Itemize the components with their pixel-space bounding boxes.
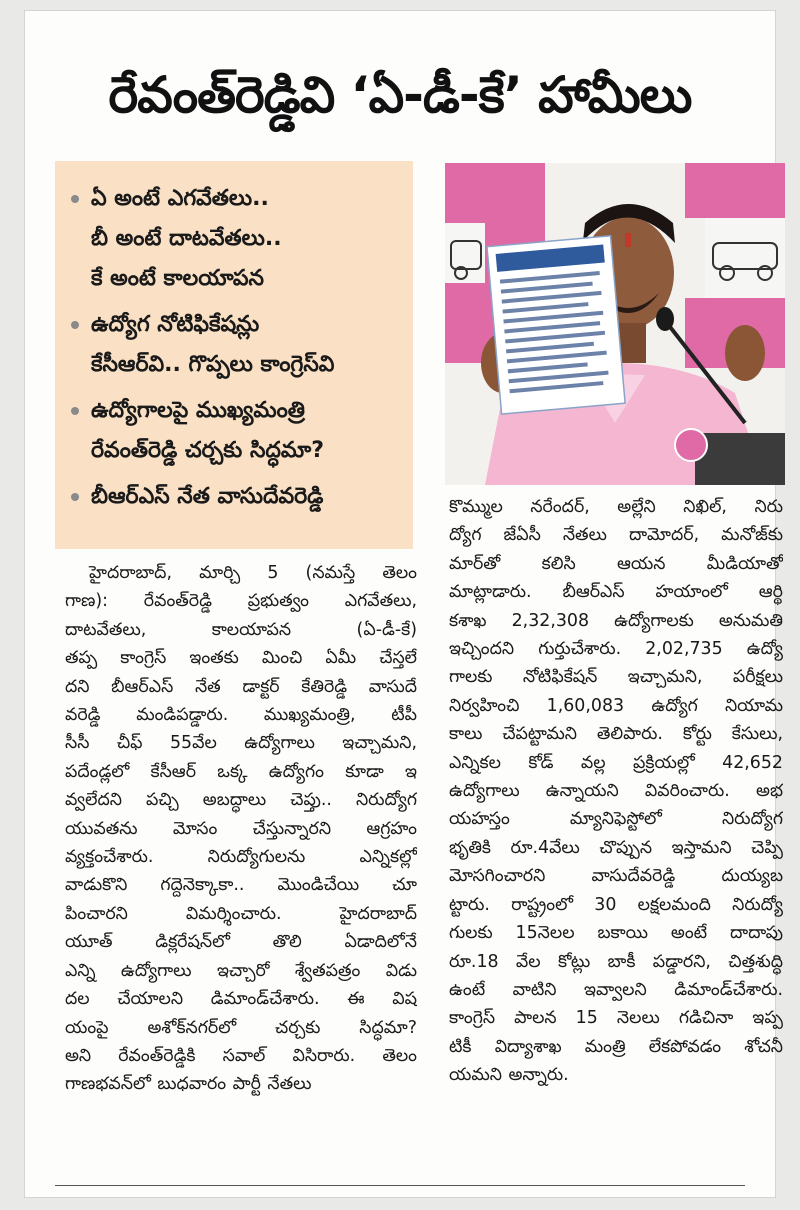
- highlight-line: రేవంత్‌రెడ్డి చర్చకు సిద్ధమా?: [91, 438, 325, 463]
- article-line: వరెడ్డి మండిపడ్డారు. ముఖ్యమంత్రి, టీపీ: [65, 705, 417, 726]
- highlight-item: [69, 477, 405, 517]
- article-line: టికీ విద్యాశాఖ మంత్రి లేకపోవడం శోచనీ: [449, 1036, 783, 1057]
- article-line: రూ.18 వేల కోట్లు బాకీ పడ్డారని, చిత్తశుద్ధి: [449, 951, 783, 972]
- highlights-box: [55, 161, 413, 549]
- article-line: కశాఖ 2,32,308 ఉద్యోగాలకు అనుమతి: [449, 610, 783, 631]
- article-line: ఎన్ని ఉద్యోగాలు ఇచ్చారో శ్వేతపత్రం విడు: [65, 960, 417, 981]
- highlight-item: [69, 305, 405, 385]
- article-column-1: [65, 559, 417, 1099]
- article-line: హైదరాబాద్‌, మార్చి 5 (నమస్తే తెలం: [89, 563, 417, 583]
- highlight-line: బీఆర్‌ఎస్‌ నేత వాసుదేవరెడ్డి: [91, 484, 324, 509]
- headline: రేవంత్‌రెడ్డివి ‘ఏ-డీ-కే’ హామీలు: [108, 66, 692, 124]
- article-line: ద్యోగ జేఏసీ నేతలు దామోదర్‌, మనోజ్‌కు: [449, 525, 783, 546]
- article-line: ఉంటే వాటిని ఇవ్వాలని డిమాండ్‌చేశారు.: [449, 979, 783, 1000]
- article-line: భృతికి రూ.4వేలు చొప్పున ఇస్తామని చెప్పి: [449, 837, 783, 858]
- bullet-icon: [71, 493, 79, 501]
- bullet-icon: [71, 321, 79, 329]
- article-line: యువతను మోసం చేస్తున్నారని ఆగ్రహం: [65, 818, 417, 839]
- article-line: మాట్లాడారు. బీఆర్‌ఎస్‌ హయాంలో ఆర్థి: [449, 582, 783, 603]
- article-line: తప్ప కాంగ్రెస్‌ ఇంతకు మించి ఏమీ చేస్తలే: [65, 648, 417, 669]
- bottom-rule: [55, 1185, 745, 1186]
- article-line: దల చేయాలని డిమాండ్‌చేశారు. ఈ విష: [65, 989, 417, 1010]
- article-line: కొమ్ముల నరేందర్‌, అల్లేని నిఖిల్‌, నిరు: [449, 497, 783, 517]
- article-line: మార్‌తో కలిసి ఆయన మీడియాతో: [449, 553, 783, 574]
- highlight-item: [69, 391, 405, 471]
- highlight-item: [69, 179, 405, 299]
- article-line: కాలు చేపట్టామని తెలిపారు. కోర్టు కేసులు,: [449, 724, 783, 745]
- highlight-line: బీ అంటే దాటవేతలు..: [91, 226, 282, 251]
- article-line: దాటవేతలు, కాలయాపన (ఏ-డీ-కే): [65, 619, 417, 640]
- highlight-line: ఉద్యోగాలపై ముఖ్యమంత్రి: [91, 398, 305, 423]
- article-line: యహస్తం మ్యానిఫెస్టోలో నిరుద్యోగ: [449, 809, 783, 830]
- bullet-icon: [71, 195, 79, 203]
- article-line: గాలకు నోటిఫికేషన్‌ ఇచ్చామని, పరీక్షలు: [449, 667, 783, 688]
- article-line: యంపై అశోక్‌నగర్‌లో చర్చకు సిద్ధమా?: [65, 1017, 417, 1038]
- article-line: దని బీఆర్‌ఎస్‌ నేత డాక్టర్‌ కేతిరెడ్డి వాసుదే: [65, 676, 417, 697]
- article-line: కాంగ్రెస్‌ పాలన 15 నెలలు గడిచినా ఇప్ప: [449, 1008, 783, 1029]
- highlight-line: కే అంటే కాలయాపన: [91, 266, 264, 291]
- article-line: యూత్‌ డిక్లరేషన్‌లో తొలి ఏడాదిలోనే: [65, 932, 417, 953]
- newspaper-clipping: [24, 10, 783, 1198]
- article-line: వాడుకొని గద్దెనెక్కాకా.. మొండిచేయి చూ: [65, 875, 417, 896]
- article-line: వ్వలేదని పచ్చి అబద్ధాలు చెప్తు.. నిరుద్యోగ: [65, 790, 417, 811]
- highlight-line: ఏ అంటే ఎగవేతలు..: [91, 186, 269, 211]
- article-line: ఎన్నికల కోడ్‌ వల్ల ప్రక్రియల్లో 42,652: [449, 752, 783, 773]
- highlight-line: ఉద్యోగ నోటిఫికేషన్లు: [91, 312, 260, 337]
- bullet-icon: [71, 407, 79, 415]
- article-line: ఉద్యోగాలు ఉన్నాయని వివరించారు. అభ: [449, 781, 783, 802]
- article-line: యమని అన్నారు.: [449, 1065, 569, 1086]
- article-line: వ్యక్తంచేశారు. నిరుద్యోగులను ఎన్నికల్లో: [65, 847, 417, 868]
- article-line: సీసీ చీఫ్‌ 55వేల ఉద్యోగాలు ఇచ్చామని,: [65, 733, 417, 754]
- article-line: ట్టారు. రాష్ట్రంలో 30 లక్షలమంది నిరుద్యో: [449, 894, 783, 915]
- article-line: గులకు 15నెలల బకాయి అంటే దాదాపు: [449, 923, 783, 944]
- article-line: నిర్వహించి 1,60,083 ఉద్యోగ నియామ: [449, 695, 783, 716]
- article-line: మోసగించారని వాసుదేవరెడ్డి దుయ్యబ: [449, 866, 783, 887]
- article-line: గాణ): రేవంత్‌రెడ్డి ప్రభుత్వం ఎగవేతలు,: [65, 591, 417, 612]
- article-line: అని రేవంత్‌రెడ్డికి సవాల్‌ విసిరారు. తెలం: [65, 1045, 417, 1066]
- article-line: పదేండ్లలో కేసీఆర్‌ ఒక్క ఉద్యోగం కూడా ఇ: [65, 761, 417, 782]
- article-line: ఇచ్చిందని గుర్తుచేశారు. 2,02,735 ఉద్యో: [449, 639, 783, 660]
- highlight-line: కేసీఆర్‌వి.. గొప్పలు కాంగ్రెస్‌వి: [91, 352, 335, 377]
- article-line: పించారని విమర్శించారు. హైదరాబాద్‌: [65, 903, 417, 924]
- article-line: గాణభవన్‌లో బుధవారం పార్టీ నేతలు: [65, 1074, 312, 1095]
- press-conference-photo: [445, 163, 785, 485]
- article-column-2: [449, 493, 783, 1090]
